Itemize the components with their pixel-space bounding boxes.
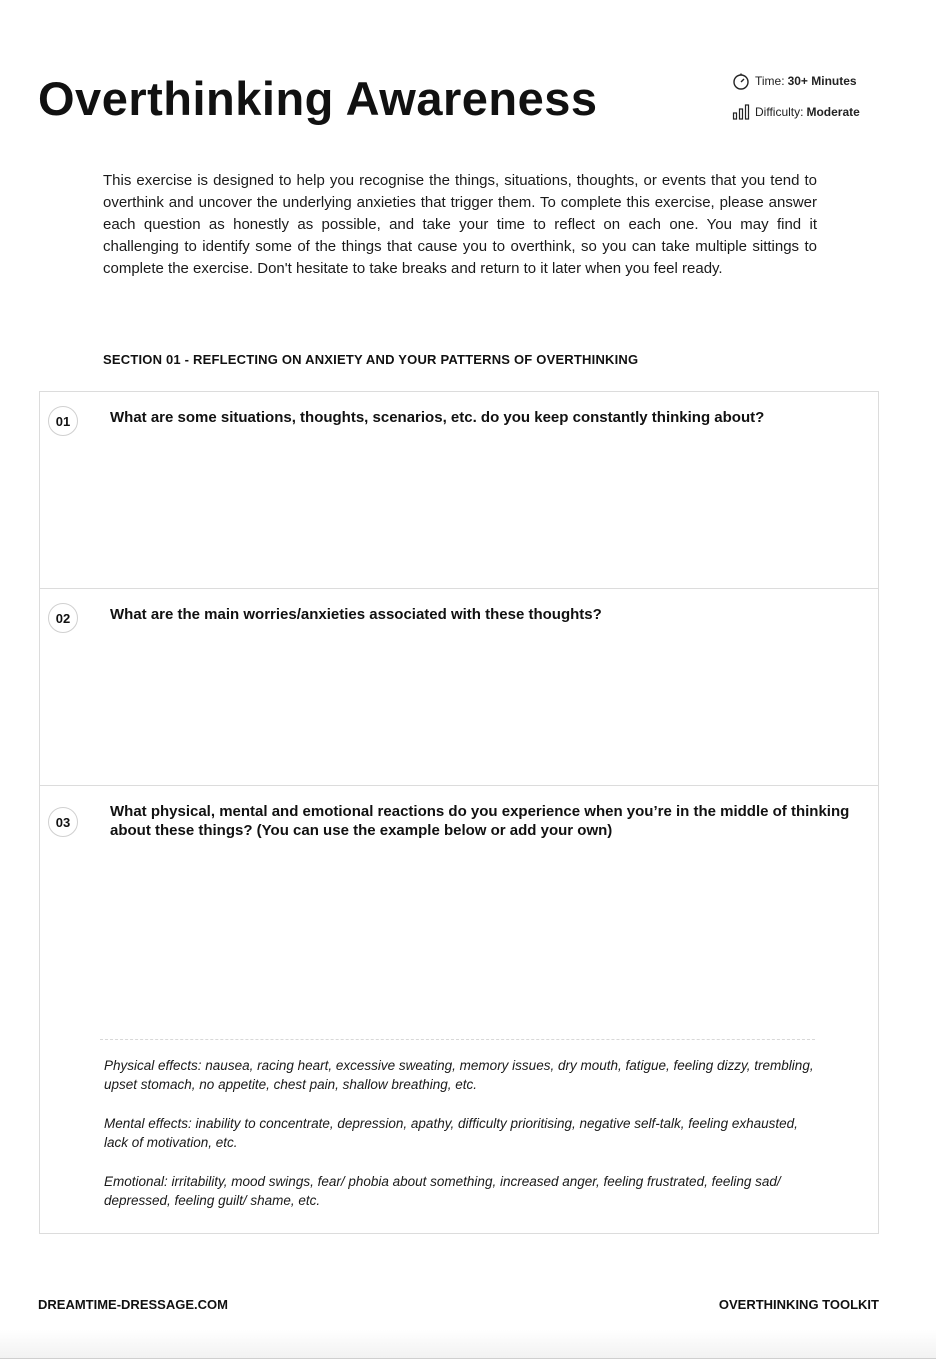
question-1[interactable] <box>40 392 878 588</box>
questions-box <box>39 391 879 1234</box>
footer-toolkit-name: OVERTHINKING TOOLKIT <box>718 1297 879 1312</box>
time-label: Time: <box>755 74 785 88</box>
reaction-examples <box>104 1056 824 1230</box>
page-bottom-edge <box>0 1330 936 1359</box>
question-3[interactable] <box>40 785 878 1236</box>
difficulty-value: Moderate <box>806 105 860 119</box>
question-2[interactable] <box>40 588 878 786</box>
section-heading: SECTION 01 - REFLECTING ON ANXIETY AND YOUR PATTERNS OF OVERTHINKING <box>103 352 639 367</box>
bar-chart-icon <box>732 104 750 120</box>
question-text: What physical, mental and emotional reactions do you experience when you’re in the middle of thinking about these things? (You can use the example below or add your own) <box>110 803 850 839</box>
mental-effects-example: Mental effects: inability to concentrate, depression, apathy, difficulty prioritising, negative self-talk, feeling exhausted, lack of motivation, etc. <box>104 1116 798 1150</box>
question-text: What are some situations, thoughts, scenarios, etc. do you keep constantly thinking about? <box>110 409 765 426</box>
question-number-badge: 03 <box>48 807 78 837</box>
intro-paragraph: This exercise is designed to help you recognise the things, situations, thoughts, or events that you tend to overthink and uncover the underlying anxieties that trigger them. To complete this exercise, please answer each question as honestly as possible, and take your time to reflect on each one. You may find it challenging to identify some of the things that cause you to overthink, so you can take multiple sittings to complete the exercise. Don't hesitate to take breaks and return to it later when you feel ready. <box>103 172 817 277</box>
time-value: 30+ Minutes <box>787 74 857 88</box>
page-title: Overthinking Awareness <box>38 72 598 125</box>
exercise-meta <box>732 72 860 134</box>
difficulty-label: Difficulty: <box>755 105 804 119</box>
physical-effects-example: Physical effects: nausea, racing heart, excessive sweating, memory issues, dry mouth, fatigue, feeling dizzy, trembling, upset stomach, no appetite, chest pain, shallow breathing, etc. <box>104 1058 814 1092</box>
question-text: What are the main worries/anxieties associated with these thoughts? <box>110 606 602 623</box>
examples-divider <box>100 1039 815 1040</box>
question-number-badge: 02 <box>48 603 78 633</box>
emotional-effects-example: Emotional: irritability, mood swings, fear/ phobia about something, increased anger, feeling frustrated, feeling sad/ depressed, feeling guilt/ shame, etc. <box>104 1174 781 1208</box>
difficulty-meta <box>732 103 860 121</box>
time-meta <box>732 72 860 90</box>
stopwatch-icon <box>732 72 750 90</box>
footer-website: DREAMTIME-DRESSAGE.COM <box>38 1297 228 1312</box>
question-number-badge: 01 <box>48 406 78 436</box>
